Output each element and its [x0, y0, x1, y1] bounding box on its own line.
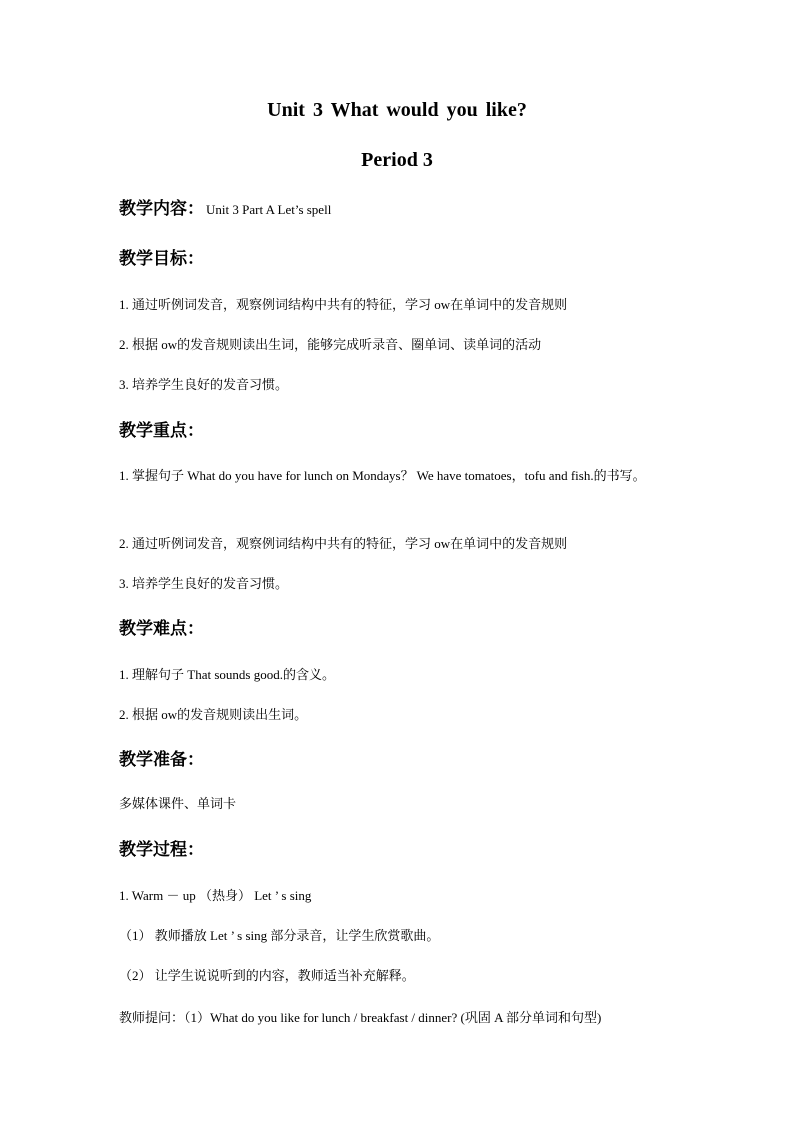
content-label: 教学内容： — [119, 199, 204, 219]
content-line — [119, 198, 679, 221]
key-point-item: 3. 培养学生良好的发音习惯。 — [119, 576, 289, 591]
content-value: Unit 3 Part A Let’s spell — [206, 202, 332, 217]
objective-item: 2. 根据 ow的发音规则读出生词，能够完成听录音、圈单词、读单词的活动 — [119, 337, 542, 352]
objectives-heading: 教学目标： — [119, 249, 204, 269]
key-point-item: 2. 通过听例词发音，观察例词结构中共有的特征，学习 ow在单词中的发音规则 — [119, 536, 568, 551]
objective-item: 3. 培养学生良好的发音习惯。 — [119, 377, 289, 392]
objective-item: 1. 通过听例词发音，观察例词结构中共有的特征，学习 ow在单词中的发音规则 — [119, 297, 568, 312]
document-subtitle: Period 3 — [361, 149, 433, 171]
key-point-item: 1. 掌握句子 What do you have for lunch on Mondays？ We have tomatoes，tofu and fish.的书写。 — [119, 468, 646, 483]
document-title: Unit 3 What would you like? — [267, 99, 527, 121]
process-heading: 教学过程： — [119, 840, 204, 860]
preparation-text: 多媒体课件、单词卡 — [119, 796, 237, 811]
preparation-heading: 教学准备： — [119, 750, 204, 770]
difficulties-heading: 教学难点： — [119, 619, 204, 639]
process-item: （1） 教师播放 Let ’ s sing 部分录音，让学生欣赏歌曲。 — [119, 928, 440, 943]
difficulty-item: 2. 根据 ow的发音规则读出生词。 — [119, 707, 308, 722]
process-item: （2） 让学生说说听到的内容，教师适当补充解释。 — [119, 968, 415, 983]
key-points-heading: 教学重点： — [119, 421, 204, 441]
process-item: 1. Warm － up （热身） Let ’ s sing — [119, 888, 312, 903]
difficulty-item: 1. 理解句子 That sounds good.的含义。 — [119, 667, 335, 682]
process-item: 教师提问：（1）What do you like for lunch / breakfast / dinner? (巩固 A 部分单词和句型) — [119, 1010, 602, 1025]
